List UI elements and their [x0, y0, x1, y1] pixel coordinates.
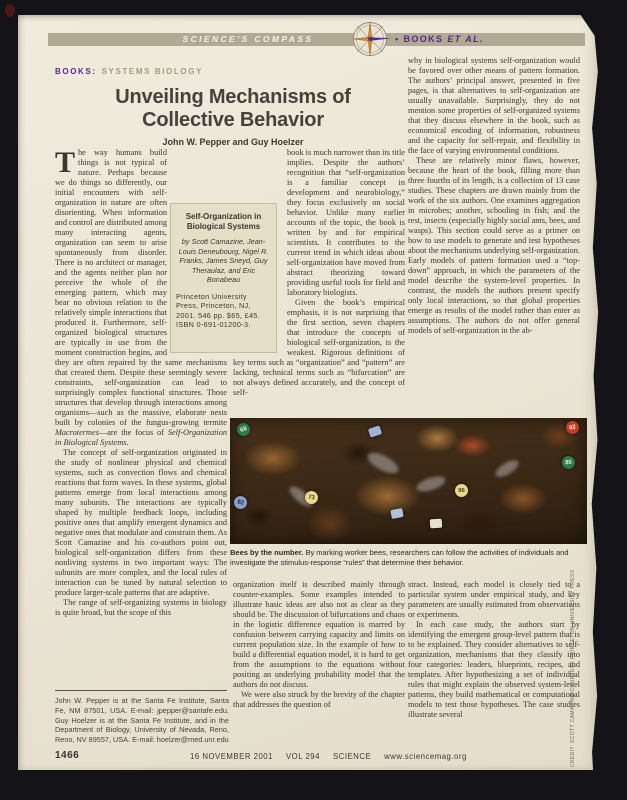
- bee-blank-tag: [430, 518, 443, 528]
- bee-number-tag: 92: [232, 495, 248, 511]
- bee-number-tag: 73: [304, 490, 319, 505]
- article-kicker: [55, 67, 203, 76]
- photo-caption: [230, 548, 592, 568]
- books-etal-label: [395, 33, 484, 46]
- bee-photo: [230, 418, 587, 544]
- bee-blank-tag: [390, 508, 403, 519]
- caption-lead: Bees by the number.: [230, 548, 304, 557]
- books-etal-suffix: ET AL.: [447, 34, 484, 44]
- body-paragraph: organization itself is described mainly through counter-examples. Some examples intended to illustrate basic ideas are also not as clear as they should be. The discussion of bifurcations and chaos in the logistic difference equation is marred by confusion between carrying capacity and limits on current population size. In the example of how to build a differential equation model, it is hard to get from the assumptions to the equations without positing an underlying probability model that the authors do not discuss.: [233, 580, 405, 689]
- author-affiliation-footnote: John W. Pepper is at the Santa Fe Institute, Santa Fe, NM 87501, USA. E-mail: jpepper@santafe.edu. Guy Hoelzer is at the Santa Fe Institute, and in the Department of Biology, University of Nevada, Reno, Reno, NV 89557, USA. E-mail: hoelzer@med.unr.edu: [55, 696, 229, 745]
- drop-cap: T: [55, 148, 76, 179]
- journal-footer: [190, 752, 467, 761]
- bee-number-tag: 82: [564, 419, 580, 435]
- article-title-block: [47, 86, 419, 147]
- body-paragraph: book is much narrower than its title implies. Despite the authors’ recognition that “self-organization is a familiar concept in development and neurobiology,” they focus exclusively on social behavior. Unlike many earlier accounts of the topic, the book is written by and for empirical scientists. It contributes to the current trend in which ideas about self-organization have moved from abstract theorizing toward providing useful tools for field and laboratory biologists.: [287, 148, 405, 297]
- footer-date: 16 NOVEMBER 2001: [190, 752, 273, 761]
- torn-page-edge: [591, 0, 627, 800]
- body-paragraph: Given the book’s empirical emphasis, it is not surprising that the first section, seven chapters that introduce the concepts of biological self-organization, is the weakest. Rigorous definitions of key terms such as “organization” and “pattern” are lacking, technical terms such as “bifurcation” are not always defined accurately, and the concept of self-: [233, 298, 405, 397]
- kicker-topic: SYSTEMS BIOLOGY: [101, 67, 203, 76]
- italic-book-title: Self-Organization in Biological Systems: [55, 428, 227, 447]
- bee-tags-layer: [230, 418, 587, 544]
- article-title-line2: Collective Behavior: [142, 109, 324, 131]
- paragraph-text: he way humans build things is not typical of nature. Perhaps because we do things so differently, our initial encounters with self-organization in nature are often disorienting. When information and control are distributed among many interacting agents, organization can seem to arise spontaneously from disorder. There is no architect or manager, and the agents neither plan nor perceive the whole of the emerging pattern, which may bear no obvious relation to the relatively simple interactions that produced it. Furthermore, self-organized biological structures are typically in use from the moment construction begins, and they are often repaired by the same mechanisms that created them. Despite these seemingly severe constraints, self-organization can lead to surprisingly complex functional structures. Those structures that develop through interactions among organisms—such as the massive, elaborate nests built by colonies of the fungus-growing termite: [55, 148, 227, 427]
- compass-rose-icon: [348, 17, 392, 61]
- bee-number-tag: 96: [455, 483, 468, 496]
- footer-journal: SCIENCE: [332, 752, 372, 761]
- kicker-category: BOOKS:: [55, 67, 97, 76]
- page-number: 1466: [55, 750, 80, 761]
- text-column-2-upper: [233, 148, 405, 416]
- books-etal-prefix: • BOOKS: [395, 34, 448, 44]
- photo-credit-vertical: CREDIT: SCOTT CAMAZINE/COURTESY PRINCETON UNIVERSITY PRESS: [570, 569, 576, 767]
- bee-blank-tag: [368, 425, 382, 437]
- body-paragraph: In each case study, the authors start by identifying the emergent group-level pattern that is to be explained. They consider alternatives to self-organization, mechanisms that they classify into four categories: leaders, blueprints, recipes, and templates. After hypothesizing a set of individual rules that might explain the observed system-level patterns, they build mathematical or computational models to test those hypotheses. The case studies illustrate several: [408, 620, 580, 719]
- text-column-3-lower: [408, 580, 580, 740]
- book-authors: by Scott Camazine, Jean-Louis Deneubourg, Nigel R. Franks, James Sneyd, Guy Theraulaz, and Eric Bonabeau: [178, 237, 269, 284]
- footer-volume: VOL 294: [285, 752, 320, 761]
- article-byline: John W. Pepper and Guy Hoelzer: [162, 137, 304, 147]
- bee-number-tag: 68: [235, 421, 252, 438]
- paragraph-text: .: [126, 438, 129, 447]
- book-publisher-info: Princeton University Press, Princeton, NJ, 2001. 546 pp. $65, £45. ISBN 0-691-01200-3.: [176, 291, 260, 329]
- body-paragraph: why in biological systems self-organization would be favored over other means of pattern formation. The authors’ principal answer, presented in five pages, is that alternatives to self-organization are usually unavailable. Surprisingly, they do not mention some properties of self-organized systems that they discuss elsewhere in the book, such as economical encoding of information, robustness and the capacity for self-repair, and flexibility in the face of varying environmental conditions.: [408, 56, 580, 155]
- book-title: Self-Organization in Biological Systems: [185, 212, 262, 231]
- body-paragraph: We were also struck by the brevity of the chapter that addresses the question of: [233, 690, 405, 709]
- footer-url: www.sciencemag.org: [384, 752, 467, 761]
- text-column-3-upper: [408, 56, 580, 416]
- paragraph-text: —are the focus of: [98, 428, 168, 437]
- body-paragraph: stract. Instead, each model is closely tied to a particular system under empirical study, and key parameters are usually estimated from observations or experiments.: [408, 580, 580, 619]
- caption-text: By marking worker bees, researchers can follow the activities of individuals and investigate the stimulus-response “rules” that determine their behavior.: [230, 548, 569, 567]
- science-compass-label: SCIENCE'S COMPASS: [182, 34, 314, 44]
- magazine-page: [18, 15, 600, 770]
- body-paragraph: These are relatively minor flaws, however, because the heart of the book, filling more than three fourths of its length, is a collection of 13 case studies. These chapters are drawn mainly from the work of the six authors. One examines aggregation in microbes; another, schooling in fish; and the rest, insects (especially highly social ants, bees, and wasps). This section could serve as a primer on how to use models to generate and test hypotheses about the mechanisms underlying self-organization. Early models of pattern formation used a “top-down” approach, in which the parameters of the model describe the system-level properties. In contrast, the models the authors present specify only local interactions, so that global properties emerge as results of the model rather than enter as assumptions. The authors do not offer general models of self-organization in the ab-: [408, 156, 580, 335]
- italic-term: Macrotermes: [55, 428, 99, 437]
- footnote-rule: [55, 690, 227, 691]
- text-column-2-lower: [233, 580, 405, 740]
- body-paragraph: The concept of self-organization originated in the study of nonlinear physical and chemical systems, such as convection flows and chemical reactions that form waves. In these systems, global patterns emerge from local interactions among many subunits. The interactions are typically shaped by multiple feedback loops, including positive ones that amplify emergent dynamics and negative ones that modulate and constrain them. As Scott Camazine and his co-authors point out, biological self-organization differs from these nonliving systems in two important ways: The subunits are more complex, and the local rules of interaction can be tuned by natural selection to produce larger-scale patterns that are adaptive.: [55, 448, 227, 597]
- body-paragraph: The range of self-organizing systems in biology is quite broad, but the scope of this: [55, 598, 227, 617]
- scan-corner-mark: [5, 4, 15, 17]
- book-box-wrap-spacer: [233, 203, 287, 355]
- article-title-line1: Unveiling Mechanisms of: [115, 86, 351, 108]
- bee-number-tag: 85: [561, 455, 575, 469]
